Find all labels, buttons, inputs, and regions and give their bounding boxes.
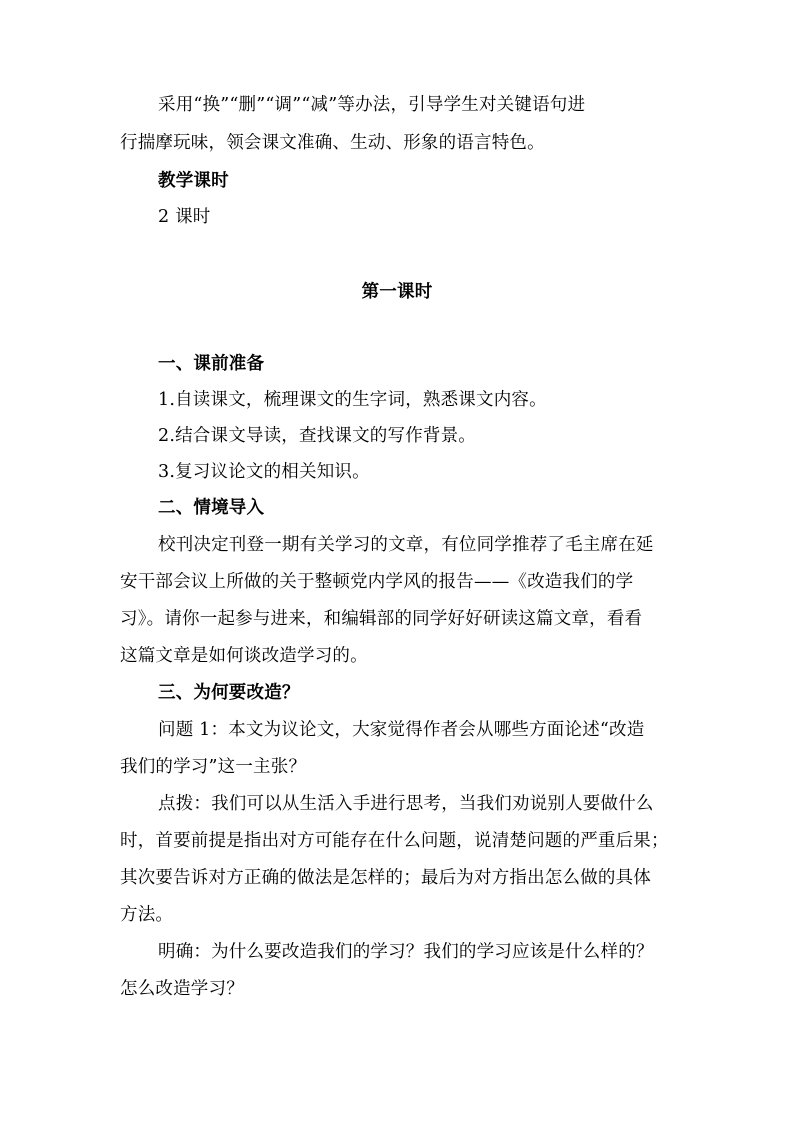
lesson-title: 第一课时	[361, 282, 433, 302]
section-heading-why-reform: 三、为何要改造？	[158, 683, 300, 703]
introduction-line-2: 安干部会议上所做的关于整顿党内学风的报告——《改造我们的学	[120, 572, 634, 592]
introduction-line-4: 这篇文章是如何谈改造学习的。	[120, 646, 368, 666]
hint-line-1: 点拨：我们可以从生活入手进行思考，当我们劝说别人要做什么	[158, 794, 654, 814]
preparation-item-1: 1.自读课文，梳理课文的生字词，熟悉课文内容。	[158, 390, 547, 410]
answer-line-2: 怎么改造学习？	[120, 979, 244, 999]
preparation-item-3: 3.复习议论文的相关知识。	[158, 462, 370, 482]
hint-line-3: 其次要告诉对方正确的做法是怎样的；最后为对方指出怎么做的具体	[120, 868, 651, 888]
introduction-line-3: 习》。请你一起参与进来，和编辑部的同学好好研读这篇文章，看看	[120, 609, 643, 629]
section-heading-introduction: 二、情境导入	[158, 498, 265, 518]
intro-line-1: 采用“换”“删”“调”“减”等办法，引导学生对关键语句进	[158, 95, 586, 115]
intro-line-2: 行揣摩玩味，领会课文准确、生动、形象的语言特色。	[120, 133, 545, 153]
answer-line-1: 明确：为什么要改造我们的学习？我们的学习应该是什么样的？	[158, 942, 654, 962]
teaching-hours-heading: 教学课时	[158, 171, 229, 191]
teaching-hours-value: 2 课时	[158, 207, 211, 227]
question-line-2: 我们的学习”这一主张？	[120, 757, 307, 777]
introduction-line-1: 校刊决定刊登一期有关学习的文章，有位同学推荐了毛主席在延	[158, 535, 654, 555]
section-heading-preparation: 一、课前准备	[158, 354, 265, 374]
hint-line-2: 时，首要前提是指出对方可能存在什么问题，说清楚问题的严重后果；	[120, 831, 669, 851]
hint-line-4: 方法。	[120, 905, 174, 925]
preparation-item-2: 2.结合课文导读，查找课文的写作背景。	[158, 426, 476, 446]
question-line-1: 问题 1：本文为议论文，大家觉得作者会从哪些方面论述“改造	[158, 720, 645, 740]
